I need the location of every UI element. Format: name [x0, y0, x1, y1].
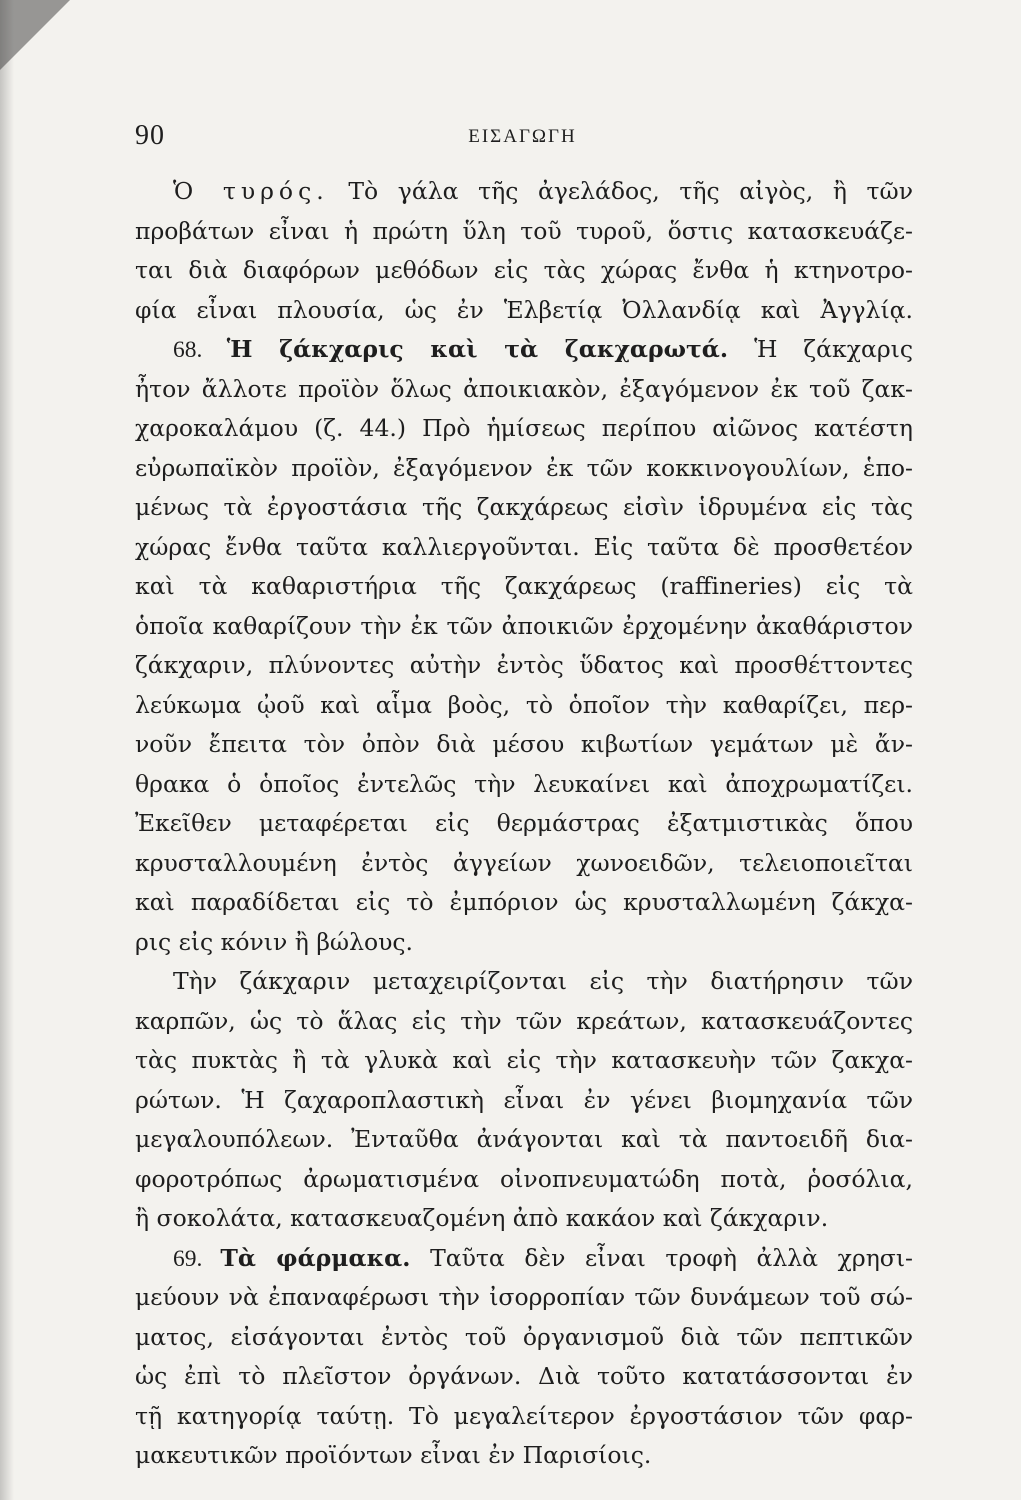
text-line [135, 883, 913, 923]
text-segment: ἢ σοκολάτα, κατασκευαζομένη ἀπὸ κακάον καὶ ζάκχαριν. [135, 1204, 829, 1232]
text-line [135, 172, 913, 212]
text-line [135, 528, 913, 568]
text-segment: ὡς ἐπὶ τὸ πλεῖστον ὀργάνων. Διὰ τοῦτο κατατάσσονται ἐν [135, 1362, 913, 1390]
text-segment: προβάτων εἶναι ἡ πρώτη ὕλη τοῦ τυροῦ, ὅστις κατασκευάζε- [135, 216, 913, 245]
text-segment: Ὁ τυρός. [173, 177, 329, 205]
text-line [135, 1357, 913, 1397]
body-text [135, 172, 913, 1476]
text-line [135, 1436, 913, 1476]
text-line [135, 844, 913, 884]
text-segment: καὶ τὰ καθαριστήρια τῆς ζακχάρεως (raffineries) εἰς τὰ [135, 572, 913, 600]
text-line [135, 1278, 913, 1318]
text-line [135, 607, 913, 647]
text-segment: εὐρωπαϊκὸν προϊὸν, ἐξαγόμενον ἐκ τῶν κοκκινογουλίων, ἑπο- [135, 453, 913, 482]
text-line [135, 409, 913, 449]
text-segment: καρπῶν, ὡς τὸ ἅλας εἰς τὴν τῶν κρεάτων, κατασκευάζοντες [135, 1006, 913, 1035]
text-line [135, 686, 913, 726]
text-segment: τὰς πυκτὰς ἢ τὰ γλυκὰ καὶ εἰς τὴν κατασκευὴν τῶν ζακχα- [135, 1046, 913, 1074]
text-segment: μένως τὰ ἐργοστάσια τῆς ζακχάρεως εἰσὶν ἱδρυμένα εἰς τὰς [135, 493, 913, 521]
text-segment: χαροκαλάμου (ζ. 44.) Πρὸ ἡμίσεως περίπου αἰῶνος κατέστη [135, 414, 913, 442]
text-segment: ται διὰ διαφόρων μεθόδων εἰς τὰς χώρας ἔνθα ἡ κτηνοτρο- [135, 256, 913, 284]
text-segment: ρώτων. Ἡ ζαχαροπλαστικὴ εἶναι ἐν γένει βιομηχανία τῶν [135, 1085, 913, 1114]
text-segment: τῇ κατηγορίᾳ ταύτῃ. Τὸ μεγαλείτερον ἐργοστάσιον τῶν φαρ- [135, 1401, 913, 1430]
text-segment: κρυσταλλουμένη ἐντὸς ἀγγείων χωνοειδῶν, τελειοποιεῖται [135, 848, 913, 877]
running-head: ΕΙΣΑΓΩΓΗ [468, 126, 577, 147]
text-segment: μεγαλουπόλεων. Ἐνταῦθα ἀνάγονται καὶ τὰ παντοειδῆ δια- [135, 1125, 913, 1153]
text-segment: ὁποῖα καθαρίζουν τὴν ἐκ τῶν ἀποικιῶν ἐρχομένην ἀκαθάριστον [135, 611, 913, 640]
text-segment: φία εἶναι πλουσία, ὡς ἐν Ἑλβετίᾳ Ὀλλανδίᾳ καὶ Ἀγγλίᾳ. [135, 295, 913, 324]
text-line [135, 1041, 913, 1081]
text-line [135, 1199, 913, 1239]
text-line [135, 804, 913, 844]
text-segment: Τὸ γάλα τῆς ἀγελάδος, τῆς αἰγὸς, ἢ τῶν [328, 177, 913, 205]
text-segment: ἦτον ἄλλοτε προϊὸν ὅλως ἀποικιακὸν, ἐξαγόμενον ἐκ τοῦ ζακ- [135, 374, 913, 403]
text-segment: φοροτρόπως ἀρωματισμένα οἰνοπνευματώδη ποτὰ, ῥοσόλια, [135, 1164, 913, 1193]
text-segment: θρακα ὁ ὁποῖος ἐντελῶς τὴν λευκαίνει καὶ ἀποχρωματίζει. [135, 769, 913, 798]
text-line [135, 370, 913, 410]
text-line [135, 488, 913, 528]
text-line [135, 765, 913, 805]
text-line [135, 449, 913, 489]
text-segment: μακευτικῶν προϊόντων εἶναι ἐν Παρισίοις. [135, 1441, 652, 1469]
text-segment: Ἐκεῖθεν μεταφέρεται εἰς θερμάστρας ἐξατμιστικὰς ὅπου [135, 809, 913, 837]
page-number: 90 [135, 120, 165, 151]
text-segment: Τὴν ζάκχαριν μεταχειρίζονται εἰς τὴν διατήρησιν τῶν [173, 967, 913, 995]
text-segment: μεύουν νὰ ἐπαναφέρωσι τὴν ἰσορροπίαν τῶν δυνάμεων τοῦ σώ- [135, 1283, 913, 1311]
text-line [135, 1002, 913, 1042]
text-line [135, 567, 913, 607]
text-line [135, 923, 913, 963]
text-line [135, 212, 913, 252]
section-heading: Τὰ φάρμακα. [220, 1243, 411, 1272]
text-segment: νοῦν ἔπειτα τὸν ὀπὸν διὰ μέσου κιβωτίων γεμάτων μὲ ἄν- [135, 730, 913, 758]
text-line [135, 725, 913, 765]
text-line [135, 330, 913, 370]
text-segment: ματος, εἰσάγονται ἐντὸς τοῦ ὀργανισμοῦ διὰ τῶν πεπτικῶν [135, 1322, 913, 1351]
text-line [135, 1081, 913, 1121]
text-segment: Ταῦτα δὲν εἶναι τροφὴ ἀλλὰ χρησι- [410, 1243, 913, 1272]
page-edge-shadow [0, 0, 14, 1500]
section-number: 69. [173, 1245, 221, 1272]
text-segment: ζάκχαριν, πλύνοντες αὐτὴν ἐντὸς ὕδατος καὶ προσθέττοντες [135, 651, 913, 679]
section-heading: Ἡ ζάκχαρις καὶ τὰ ζακχαρωτά. [226, 335, 729, 363]
text-line [135, 1160, 913, 1200]
text-segment: καὶ παραδίδεται εἰς τὸ ἐμπόριον ὡς κρυσταλλωμένη ζάκχα- [135, 888, 913, 916]
section-number: 68. [173, 337, 227, 363]
page-header [135, 120, 910, 160]
text-line [135, 1120, 913, 1160]
text-segment: χώρας ἔνθα ταῦτα καλλιεργοῦνται. Εἰς ταῦτα δὲ προσθετέον [135, 532, 913, 561]
text-line [135, 1239, 913, 1279]
text-segment: ρις εἰς κόνιν ἢ βώλους. [135, 927, 414, 956]
text-line [135, 291, 913, 331]
text-line [135, 646, 913, 686]
text-segment: λεύκωμα ᾠοῦ καὶ αἷμα βοὸς, τὸ ὁποῖον τὴν καθαρίζει, περ- [135, 690, 913, 719]
text-line [135, 251, 913, 291]
text-segment: Ἡ ζάκχαρις [728, 335, 914, 363]
text-line [135, 1318, 913, 1358]
text-line [135, 962, 913, 1002]
text-line [135, 1397, 913, 1437]
